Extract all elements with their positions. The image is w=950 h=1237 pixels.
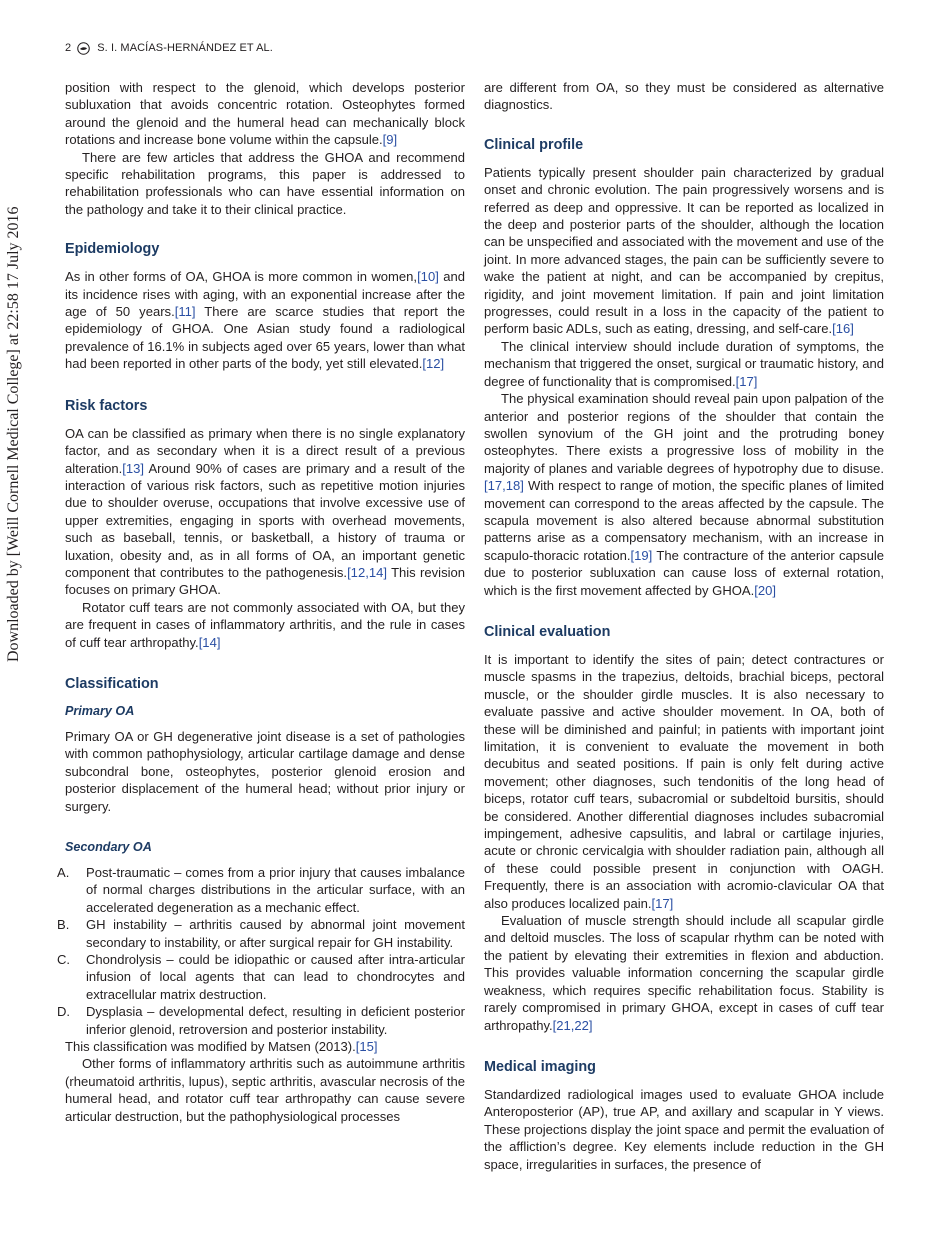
right-column bbox=[484, 79, 884, 1173]
citation-link[interactable]: [17 bbox=[484, 478, 503, 494]
subsection-heading-secondary-oa: Secondary OA bbox=[65, 840, 152, 854]
citation-link[interactable]: [9] bbox=[382, 132, 398, 148]
left-column bbox=[57, 79, 465, 1125]
paragraph: The physical examination should reveal pain upon palpation of the anterior and posterior regions of the shoulder that contain the swollen synovium of the GH joint and the protruding boney osteophytes. There exists a progressive loss of mobility in the majority of planes and variable degrees of hypotrophy due to disuse.[17,18] With respect to range of motion, the specific planes of limited movement can correspond to the areas affected by the capsule. The scapula movement is also altered because abnormal substitution patterns arise as a compensatory mechanism, with an increase in scapulo-thoracic rotation.[19] The contracture of the anterior capsule due to posterior subluxation can cause loss of external rotation, which is the first movement affected by GHOA.[20] bbox=[484, 391, 884, 598]
citation-link[interactable]: [10] bbox=[417, 269, 439, 285]
page-number: 2 bbox=[65, 42, 72, 54]
citation-link[interactable]: [17] bbox=[735, 373, 758, 389]
paragraph: This classification was modified by Matsen (2013).[15] bbox=[65, 1039, 378, 1055]
paragraph: There are few articles that address the GHOA and recommend specific rehabilitation programs, this paper is addressed to rehabilitation professionals who can have essential information on the pathology and take it to their clinical practice. bbox=[65, 149, 465, 217]
paragraph: are different from OA, so they must be considered as alternative diagnostics. bbox=[484, 80, 884, 113]
citation-link[interactable]: 22] bbox=[574, 1017, 593, 1033]
section-heading-epidemiology: Epidemiology bbox=[65, 241, 160, 258]
paragraph: Standardized radiological images used to evaluate GHOA include Anteroposterior (AP), true AP, and axillary and scapular in Y views. These projections display the joint space and permit the evaluation of the affliction’s degree. Key elements include reduction in the GH space, irregularities in surfaces, the presence of bbox=[484, 1086, 884, 1172]
section-heading-clinical-profile: Clinical profile bbox=[484, 136, 584, 153]
secondary-oa-list bbox=[57, 864, 465, 1038]
publisher-logo-icon bbox=[77, 42, 90, 55]
citation-link[interactable]: [11] bbox=[174, 304, 196, 320]
subsection-heading-primary-oa: Primary OA bbox=[65, 703, 135, 718]
list-item: A. Post-traumatic – comes from a prior injury that causes imbalance of normal charges distributions in the articular surface, with an accelerated degeneration as a mechanic effect. bbox=[57, 865, 465, 915]
citation-link[interactable]: [14] bbox=[198, 634, 221, 650]
paragraph: Evaluation of muscle strength should include all scapular girdle and deltoid muscles. The loss of scapular rhythm can be noted with the patient by elevating their extremities in flexion and abduction. This provides valuable information concerning the scapular girdle weakness, which requires specific rehabilitation focus. Stability is rarely compromised in primary GHOA, except in cases of cuff tear arthropathy.[21,22] bbox=[484, 913, 884, 1033]
citation-link[interactable]: [19] bbox=[630, 547, 653, 563]
section-heading-risk-factors: Risk factors bbox=[65, 397, 148, 414]
download-watermark: Downloaded by [Weill Cornell Medical College] at 22:58 17 July 2016 bbox=[5, 206, 22, 662]
citation-link[interactable]: [13] bbox=[122, 460, 145, 476]
paragraph: It is important to identify the sites of pain; detect contractures or muscle spasms in the trapezius, deltoids, brachial biceps, pectoral muscle, or the shoulder girdle muscles. It is also necessary to evaluate passive and active shoulder movement. In OA, both of these will be diminished and painful; in patients with important joint limitation, it is convenient to evaluate the movement in both decubitus and seated positions. If pain is only felt during active movement; other diagnoses, such tendonitis of the long head of biceps, rotator cuff tears, subacromial or subdeltoid bursitis, should be considered. Another differential diagnoses includes subacromial impingement, adhesive capsulitis, and labral or cartilage injuries, acute or chronic cervicalgia with shoulder radiation pain, although all of these could possible present in conjunction with OAGH. Frequently, there is an association with acromio-clavicular OA that also produces localized pain.[17] bbox=[484, 651, 884, 911]
citation-link[interactable]: [15] bbox=[355, 1039, 378, 1055]
citation-link[interactable]: [20] bbox=[754, 582, 776, 598]
section-heading-clinical-evaluation: Clinical evaluation bbox=[484, 623, 611, 640]
paragraph: Rotator cuff tears are not commonly associated with OA, but they are frequent in cases of inflammatory arthritis, and the rule in cases of cuff tear arthropathy.[14] bbox=[65, 599, 465, 650]
paragraph: OA can be classified as primary when there is no single explanatory factor, and as secondary when it is a direct result of a previous alteration.[13] Around 90% of cases are primary and a result of the interaction of various risk factors, such as repetitive motion injuries due to shoulder overuse, occupations that involve excessive use of upper extremities, engaging in sports with overhead movements, such as baseball, tennis, or basketball, a history of trauma or luxation, obesity and, as in all forms of OA, an important genetic component that contributes to the pathogenesis.[12,14] This revision focuses on primary GHOA. bbox=[65, 425, 465, 598]
list-item: C. Chondrolysis – could be idiopathic or caused after intra-articular infusion of local agents that can lead to chondrocytes and extracellular matrix destruction. bbox=[57, 952, 465, 1002]
list-item: D. Dysplasia – developmental defect, resulting in deficient posterior inferior glenoid, retroversion and posterior instability. bbox=[57, 1004, 465, 1037]
paragraph: position with respect to the glenoid, which develops posterior subluxation that avoids concentric rotation. Osteophytes formed around the glenoid and the humeral head can mechanically block rotations and increase bone volume within the capsule.[9] bbox=[65, 80, 465, 148]
running-head-authors: S. I. MACÍAS-HERNÁNDEZ ET AL. bbox=[97, 42, 273, 54]
citation-link[interactable]: 18] bbox=[505, 478, 524, 494]
citation-link[interactable]: [12 bbox=[347, 564, 366, 580]
citation-link[interactable]: [16] bbox=[832, 321, 854, 337]
paragraph: Primary OA or GH degenerative joint disease is a set of pathologies with common pathophysiology, articular cartilage damage and dense subcondral bone, osteophytes, posterior glenoid erosion and posterior displacement of the humeral head; without prior injury or surgery. bbox=[65, 728, 465, 814]
citation-link[interactable]: [17] bbox=[651, 895, 674, 911]
citation-link[interactable]: [12] bbox=[422, 356, 445, 372]
section-heading-classification: Classification bbox=[65, 675, 159, 692]
citation-link[interactable]: [21 bbox=[552, 1017, 571, 1033]
paragraph: The clinical interview should include duration of symptoms, the mechanism that triggered the onset, surgical or traumatic history, and degree of functionality that is compromised.[17] bbox=[484, 338, 884, 389]
citation-link[interactable]: 14] bbox=[368, 564, 387, 580]
paragraph: Patients typically present shoulder pain characterized by gradual onset and chronic evolution. The pain progressively worsens and is referred as deep and oppressive. It can be reported as localized in the deep and posterior parts of the shoulder, although the location can be unspecified and associated with the movement and use of the joint. In more advanced stages, the pain can be sufficiently severe to wake the patient at night, and can be accompanied by crepitus, rigidity, and joint movement limitation. If pain and joint limitation progresses, could result in a loss in the capacity of the patient to perform basic ADLs, such as eating, dressing, and self-care.[16] bbox=[484, 164, 884, 337]
section-heading-medical-imaging: Medical imaging bbox=[484, 1058, 596, 1075]
running-head bbox=[65, 40, 273, 56]
list-item: B. GH instability – arthritis caused by abnormal joint movement secondary to instability, or after surgical repair for GH instability. bbox=[57, 917, 465, 950]
paragraph: As in other forms of OA, GHOA is more common in women,[10] and its incidence rises with aging, with an exponential increase after the age of 50 years.[11] There are scarce studies that report the epidemiology of GHOA. One Asian study found a radiological prevalence of 16.1% in subjects aged over 65 years, lower than what had been reported in other parts of the body, yet still elevated.[12] bbox=[65, 269, 465, 372]
paragraph: Other forms of inflammatory arthritis such as autoimmune arthritis (rheumatoid arthritis, lupus), septic arthritis, avascular necrosis of the humeral head, and rotator cuff tear arthropathy can cause severe articular destruction, but the pathophysiological processes bbox=[65, 1056, 465, 1124]
